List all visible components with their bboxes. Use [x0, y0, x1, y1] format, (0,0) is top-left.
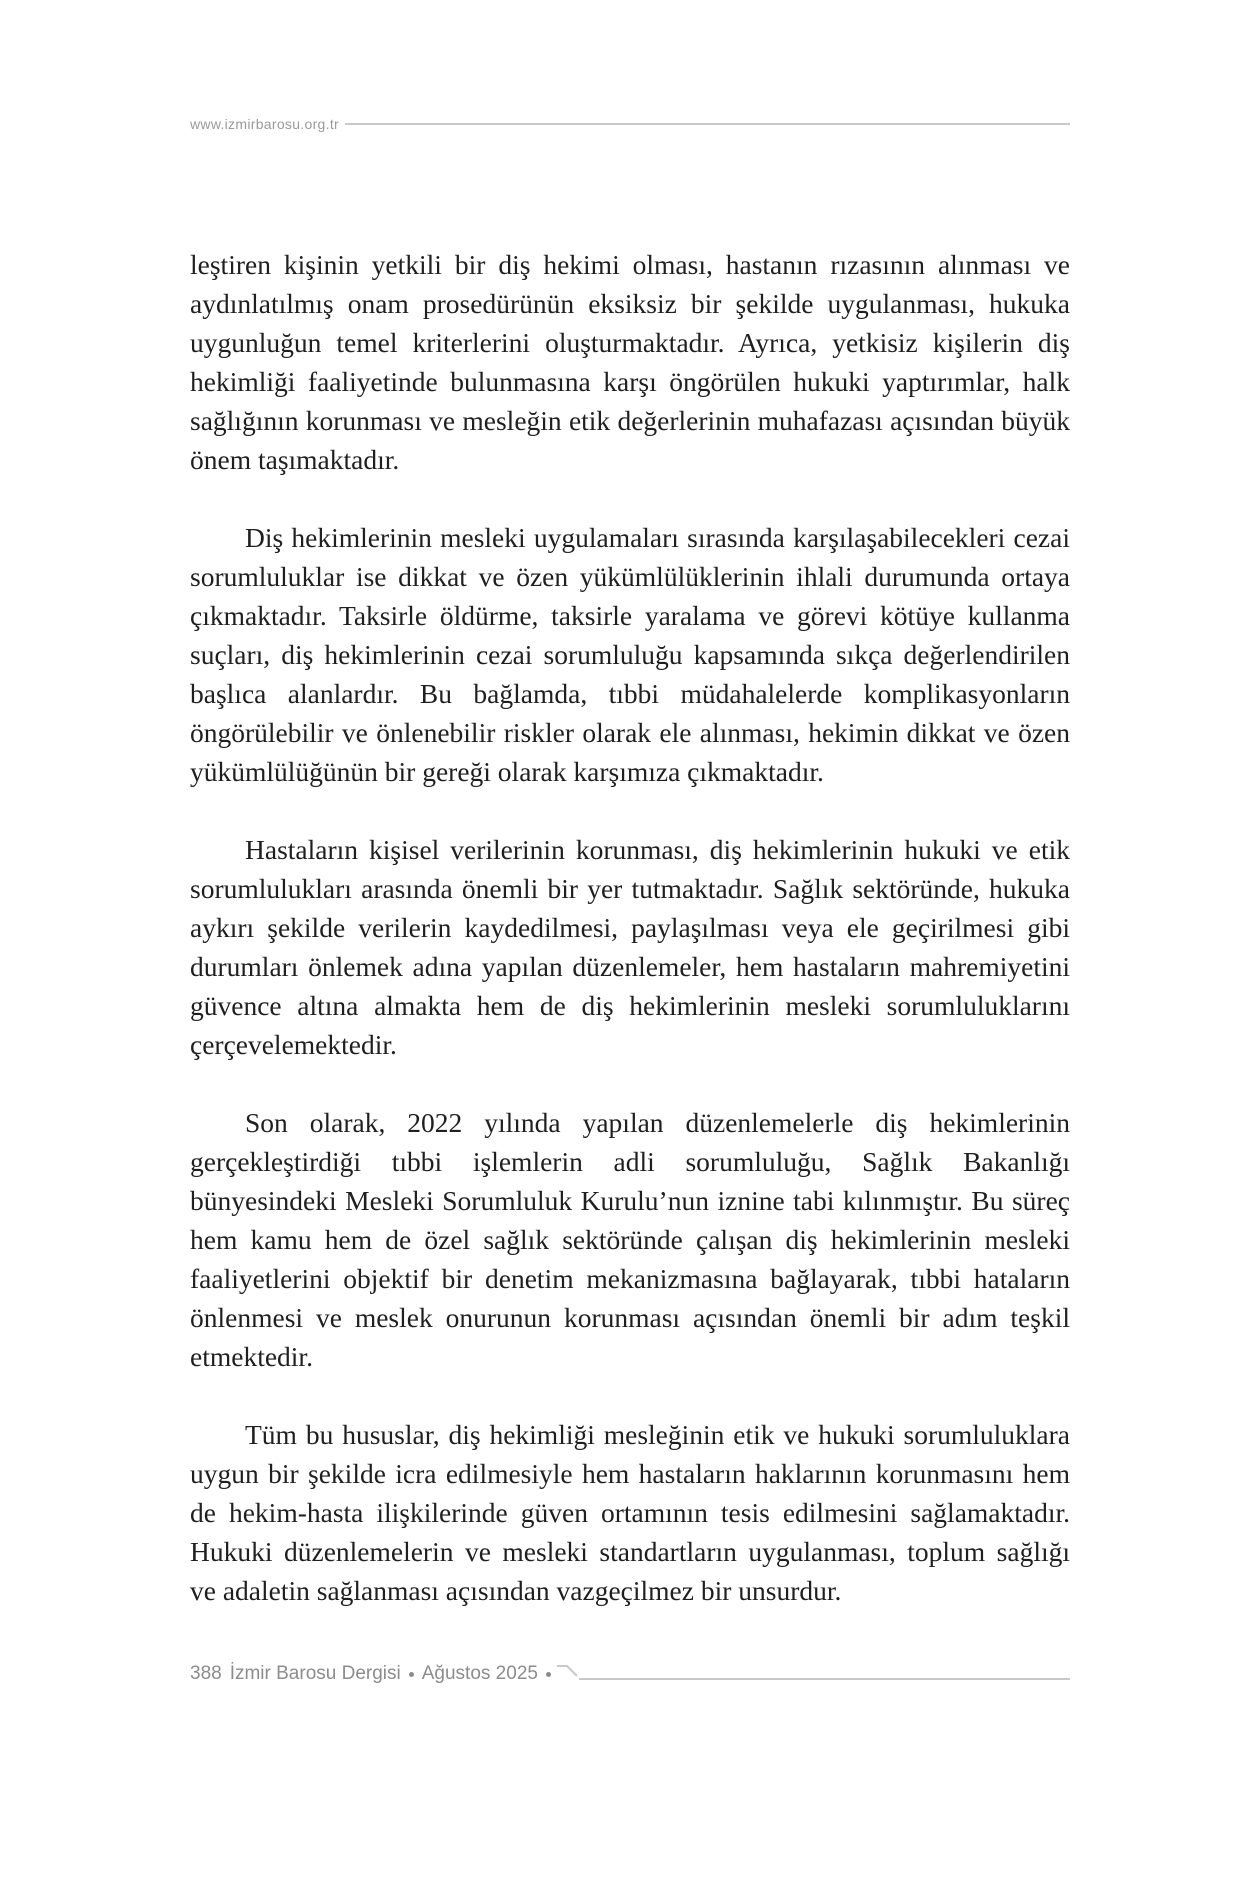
footer-rule	[579, 1678, 1070, 1680]
paragraph-1: leştiren kişinin yetkili bir diş hekimi olması, hastanın rızasının alınması ve aydınlatılmış onam prosedürünün eksiksiz bir şekilde uygulanması, hukuka uygunluğun temel kriterlerini oluşturmaktadır. Ayrıca, yetkisiz kişilerin diş hekimliği faaliyetinde bulunmasına karşı öngörülen hukuki yaptırımlar, halk sağlığının korunması ve mesleğin etik değerlerinin muhafazası açısından büyük önem taşımaktadır.	[190, 249, 1070, 475]
separator-dot-icon	[409, 1672, 414, 1677]
page-header	[190, 112, 1070, 136]
paragraph-4: Son olarak, 2022 yılında yapılan düzenlemelerle diş hekimlerinin gerçekleştirdiği tıbbi işlemlerin adli sorumluluğu, Sağlık Bakanlığı bünyesindeki Mesleki Sorumluluk Kurulu’nun iznine tabi kılınmıştır. Bu süreç hem kamu hem de özel sağlık sektöründe çalışan diş hekimlerinin mesleki faaliyetlerini objektif bir denetim mekanizmasına bağlayarak, tıbbi hataların önlenmesi ve meslek onurunun korunması açısından önemli bir adım teşkil etmektedir.	[190, 1107, 1070, 1372]
paragraph-2: Diş hekimlerinin mesleki uygulamaları sırasında karşılaşabilecekleri cezai sorumluluklar ise dikkat ve özen yükümlülüklerinin ihlali durumunda ortaya çıkmaktadır. Taksirle öldürme, taksirle yaralama ve görevi kötüye kullanma suçları, diş hekimlerinin cezai sorumluluğu kapsamında sıkça değerlendirilen başlıca alanlardır. Bu bağlamda, tıbbi müdahalelerde komplikasyonların öngörülebilir ve önlenebilir riskler olarak ele alınması, hekimin dikkat ve özen yükümlülüğünün bir gereği olarak karşımıza çıkmaktadır.	[190, 522, 1070, 787]
paragraph-5: Tüm bu hususlar, diş hekimliği mesleğinin etik ve hukuki sorumluluklara uygun bir şekilde icra edilmesiyle hem hastaların haklarının korunmasını hem de hekim-hasta ilişkilerinde güven ortamının tesis edilmesini sağlamaktadır. Hukuki düzenlemelerin ve mesleki standartların uygulanması, toplum sağlığı ve adaletin sağlanması açısından vazgeçilmez bir unsurdur.	[190, 1419, 1070, 1606]
separator-dot-icon	[546, 1672, 551, 1677]
header-rule	[345, 123, 1070, 125]
site-url: www.izmirbarosu.org.tr	[190, 116, 339, 132]
paragraph-3: Hastaların kişisel verilerinin korunması, diş hekimlerinin hukuki ve etik sorumlulukları arasında önemli bir yer tutmaktadır. Sağlık sektöründe, hukuka aykırı şekilde verilerin kaydedilmesi, paylaşılması veya ele geçirilmesi gibi durumları önlemek adına yapılan düzenlemeler, hem hastaların mahremiyetini güvence altına almakta hem de diş hekimlerinin mesleki sorumluluklarını çerçevelemektedir.	[190, 834, 1070, 1060]
page-number: 388	[190, 1663, 222, 1684]
issue-date: Ağustos 2025	[421, 1663, 538, 1684]
footer-notch-icon	[557, 1664, 579, 1684]
article-body	[190, 245, 1070, 1610]
journal-title: İzmir Barosu Dergisi	[229, 1663, 401, 1684]
footer-text	[190, 1663, 551, 1685]
page-footer	[190, 1660, 1070, 1688]
